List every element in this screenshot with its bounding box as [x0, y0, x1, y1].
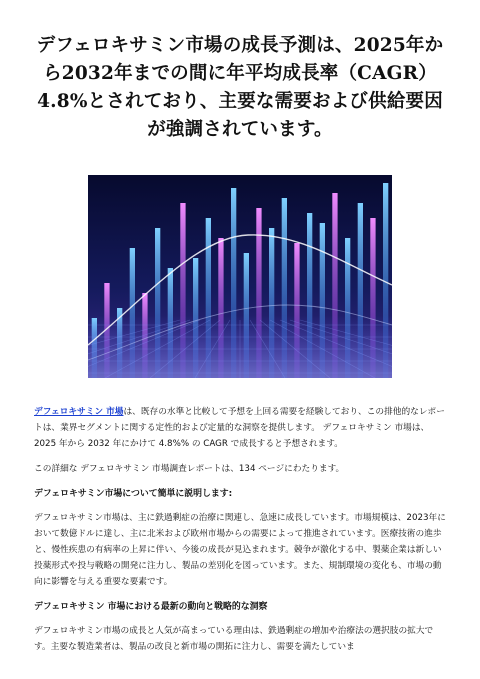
- section2-body: デフェロキサミン市場の成長と人気が高まっている理由は、鉄過剰症の増加や治療法の選択肢の拡大です。主要な製造業者は、製品の改良と新市場の開拓に注力し、需要を満たしていま: [34, 626, 434, 652]
- section1-heading: デフェロキサミン市場について簡単に説明します:: [34, 489, 233, 499]
- hero-chart-image: [88, 175, 392, 378]
- market-link[interactable]: デフェロキサミン 市場: [34, 407, 124, 417]
- section1-body: デフェロキサミン市場は、主に鉄過剰症の治療に関連し、急速に成長しています。市場規模は、2023年において数億ドルに達し、主に北米および欧州市場からの需要によって推進されています。医療技術の進歩と、慢性疾患の有病率の上昇に伴い、今後の成長が見込まれます。競争が激化する中、製薬企業は新しい投薬形式や投与戦略の開発に注力し、製品の差別化を図っています。また、規制環境の変化も、市場の動向に影響を与える重要な要素です。: [34, 513, 446, 587]
- intro-paragraph: [34, 404, 448, 452]
- page-title: デフェロキサミン市場の成長予測は、2025年から2032年までの間に年平均成長率（CAGR）4.8%とされており、主要な需要および供給要因が強調されています。: [36, 35, 444, 140]
- intro-text: は、既存の水準と比較して予想を上回る需要を経験しており、この排他的なレポートは、業界セグメントに関する定性的および定量的な洞察を提供します。 デフェロキサミン 市場は、2025 年から 2032 年にかけて 4.8%% の CAGR で成長すると予想されます。: [34, 407, 445, 449]
- section2-heading: デフェロキサミン 市場における最新の動向と戦略的な洞察: [34, 602, 268, 612]
- pages-note: この詳細な デフェロキサミン 市場調査レポートは、134 ページにわたります。: [34, 464, 345, 474]
- article-body: [34, 404, 448, 664]
